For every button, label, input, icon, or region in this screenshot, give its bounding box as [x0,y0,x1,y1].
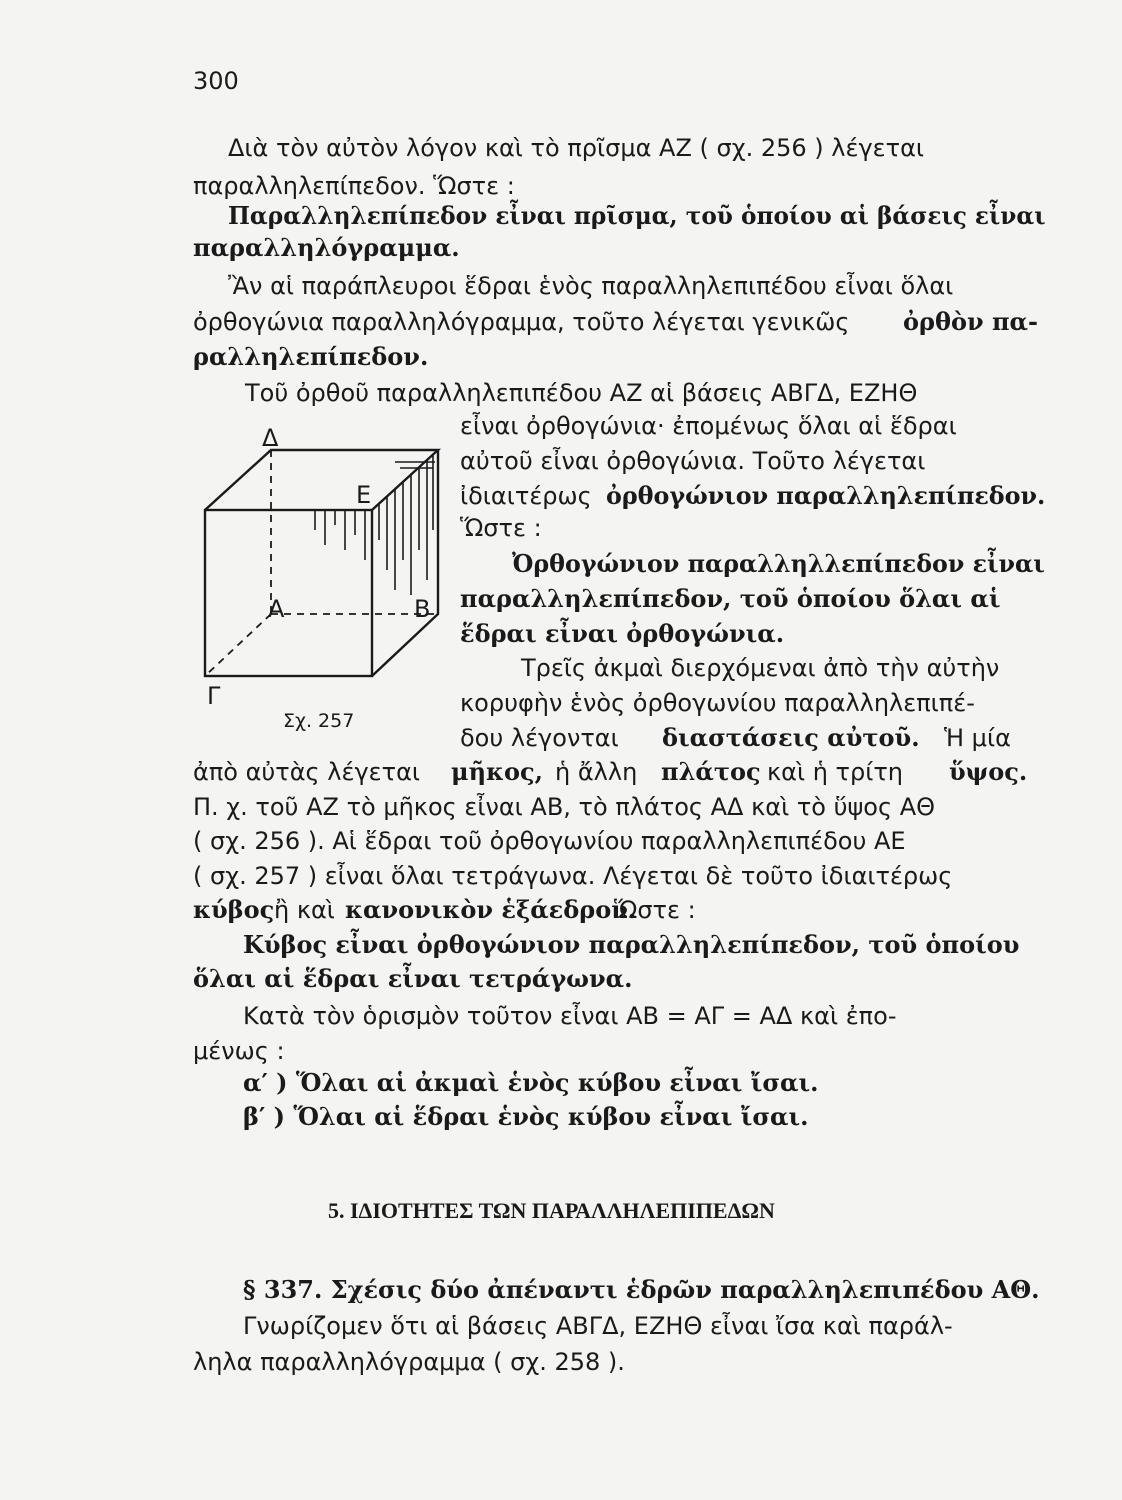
text-line: εἶναι ὀρθογώνια· ἐπομένως ὅλαι αἱ ἕδραι [460,412,957,440]
bold-term: ὀρθὸν πα- [903,307,1038,336]
bold-term: διαστάσεις αὐτοῦ. [662,723,920,752]
text-line: Γνωρίζομεν ὅτι αἱ βάσεις ΑΒΓΔ, ΕΖΗΘ εἶναι ἴσα καὶ παράλ- [243,1312,953,1340]
text-line: ( σχ. 256 ). Αἱ ἕδραι τοῦ ὀρθογωνίου παραλληλεπιπέδου ΑΕ [193,827,906,855]
cube-front-face [205,510,372,676]
text-line: Ἂν αἱ παράπλευροι ἕδραι ἑνὸς παραλληλεπιπέδου εἶναι ὅλαι [228,272,954,300]
paragraph-heading: § 337. Σχέσις δύο ἀπέναντι ἑδρῶν παραλληλεπιπέδου ΑΘ. [243,1275,1040,1304]
property-line: α′ ) Ὅλαι αἱ ἀκμαὶ ἑνὸς κύβου εἶναι ἴσαι. [243,1068,819,1097]
text-line: Ἡ μία [944,724,1011,752]
text-line: Ὥστε : [614,896,696,924]
bold-term: ραλληλεπίπεδον. [193,342,429,371]
text-line: καὶ ἡ τρίτη [767,758,904,786]
figure-label-delta: Δ [262,424,279,452]
section-title: 5. ΙΔΙΟΤΗΤΕΣ ΤΩΝ ΠΑΡΑΛΛΗΛΕΠΙΠΕΔΩΝ [328,1198,775,1223]
text-line: ὀρθογώνια παραλληλόγραμμα, τοῦτο λέγεται γενικῶς [193,308,850,336]
text-line: ἢ καὶ [274,896,335,924]
text-line: ( σχ. 257 ) εἶναι ὅλαι τετράγωνα. Λέγεται δὲ τοῦτο ἰδιαιτέρως [193,862,953,890]
text-line: Τοῦ ὀρθοῦ παραλληλεπιπέδου ΑΖ αἱ βάσεις ΑΒΓΔ, ΕΖΗΘ [245,379,918,407]
text-line: Π. χ. τοῦ ΑΖ τὸ μῆκος εἶναι ΑΒ, τὸ πλάτος ΑΔ καὶ τὸ ὕψος ΑΘ [193,793,936,821]
figure-label-alpha: Α [268,595,285,623]
figure-caption: Σχ. 257 [283,710,355,732]
text-line: δου λέγονται [460,724,619,752]
bold-term: πλάτος [661,757,761,786]
definition-line: παραλληλεπίπεδον, τοῦ ὁποίου ὅλαι αἱ [460,584,1001,613]
cube-right-face [372,450,438,676]
bold-term: μῆκος, [451,757,543,786]
text-line: μένως : [193,1037,285,1065]
cube-figure [195,420,455,750]
definition-line: ἕδραι εἶναι ὀρθογώνια. [460,619,785,648]
definition-line: Κύβος εἶναι ὀρθογώνιον παραλληλεπίπεδον, τοῦ ὁποίου [243,930,1020,959]
text-line: Κατὰ τὸν ὁρισμὸν τοῦτον εἶναι ΑΒ = ΑΓ = ΑΔ καὶ ἐπο- [243,1002,897,1030]
text-line: αὐτοῦ εἶναι ὀρθογώνια. Τοῦτο λέγεται [460,447,926,475]
text-line: παραλληλεπίπεδον. Ὥστε : [193,172,515,200]
text-line: Τρεῖς ἀκμαὶ διερχόμεναι ἀπὸ τὴν αὐτὴν [521,654,1000,682]
text-line: κορυφὴν ἑνὸς ὀρθογωνίου παραλληλεπιπέ- [460,689,975,717]
figure-label-epsilon: Ε [356,481,372,509]
bold-term: ὕψος. [949,757,1028,786]
figure-label-gamma: Γ [207,682,221,710]
definition-line: ὅλαι αἱ ἕδραι εἶναι τετράγωνα. [193,964,633,993]
definition-line: Ὀρθογώνιον παραλληλλεπίπεδον εἶναι [512,549,1045,578]
bold-term: ὀρθογώνιον παραλληλεπίπεδον. [606,481,1046,510]
text-line: ἀπὸ αὐτὰς λέγεται [193,758,421,786]
text-line: ληλα παραλληλόγραμμα ( σχ. 258 ). [193,1348,625,1376]
definition-line: παραλληλόγραμμα. [193,233,460,262]
page-number: 300 [193,67,239,95]
definition-line: Παραλληλεπίπεδον εἶναι πρῖσμα, τοῦ ὁποίου αἱ βάσεις εἶναι [228,201,1046,230]
text-line: ἡ ἄλλη [555,758,638,786]
cube-shading [315,455,435,595]
bold-term: κανονικὸν ἑξάεδρον. [345,895,637,924]
figure-label-beta: Β [414,595,431,623]
bold-term: κύβος [193,895,275,924]
text-line: Ὥστε : [460,514,542,542]
text-line: ἰδιαιτέρως [460,482,592,510]
text-line: Διὰ τὸν αὐτὸν λόγον καὶ τὸ πρῖσμα ΑΖ ( σχ. 256 ) λέγεται [228,134,925,162]
property-line: β′ ) Ὅλαι αἱ ἕδραι ἑνὸς κύβου εἶναι ἴσαι. [243,1102,809,1131]
